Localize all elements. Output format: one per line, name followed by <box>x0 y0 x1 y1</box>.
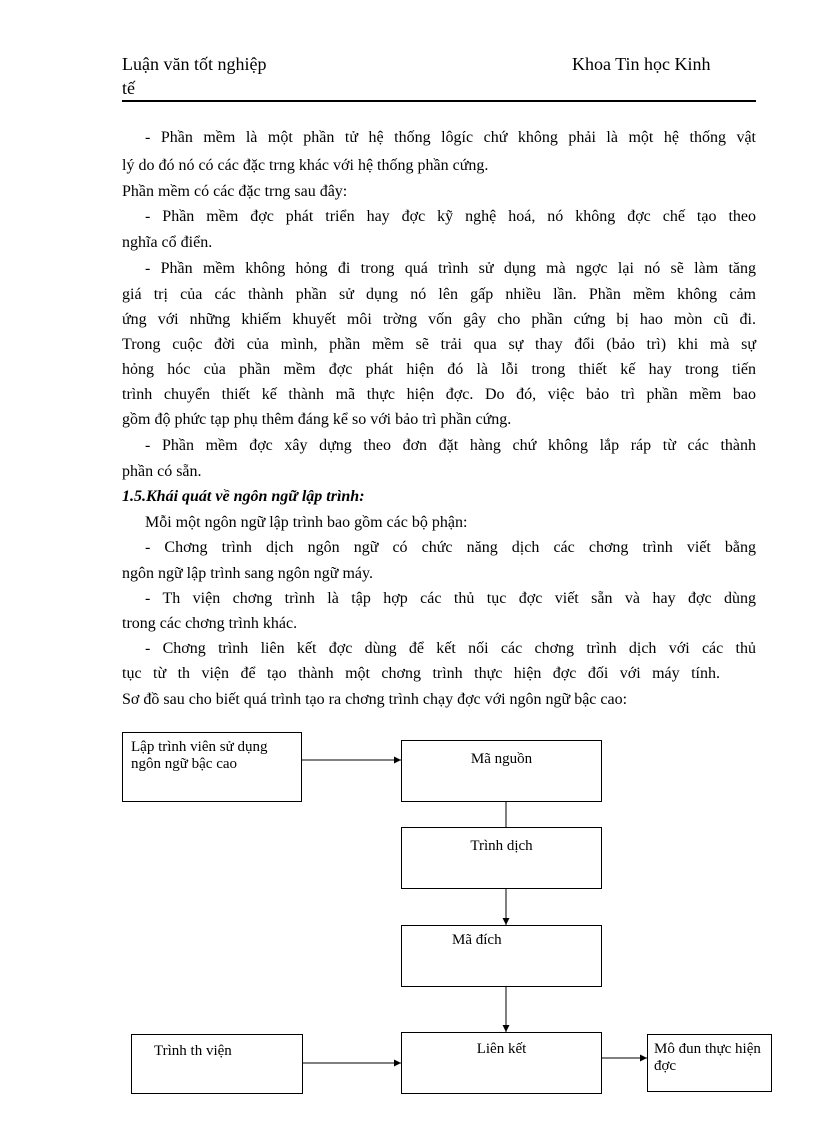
box-source-code-label: Mã nguồn <box>470 751 533 767</box>
para-6: Mỗi một ngôn ngữ lập trình bao gồm các bộ phận: <box>145 514 468 531</box>
para-1-line-2: lý do đó nó có các đặc trng khác với hệ thống phần cứng. <box>122 157 489 174</box>
box-object-code-label: Mã đích <box>452 932 502 948</box>
box-linker <box>401 1032 602 1094</box>
section-heading: 1.5.Khái quát về ngôn ngữ lập trình: <box>122 488 365 505</box>
para-7-line-1: - Chơng trình dịch ngôn ngữ có chức năng dịch các chơng trình viết bằng <box>145 539 756 556</box>
para-3-line-1: - Phần mềm đợc phát triển hay đợc kỹ nghệ hoá, nó không đợc chế tạo theo <box>145 208 756 225</box>
header-left-line2: tế <box>122 78 135 98</box>
box-linker-label: Liên kết <box>476 1041 527 1057</box>
box-object-code <box>401 925 602 987</box>
para-4-line-5: hỏng hóc của phần mềm đợc phát hiện đó là lỗi trong thiết kế hay trong tiến <box>122 361 756 378</box>
para-1-line-1: - Phần mềm là một phần tử hệ thống lôgíc chứ không phải là một hệ thống vật <box>145 129 756 146</box>
para-7-line-2: ngôn ngữ lập trình sang ngôn ngữ máy. <box>122 565 373 582</box>
box-library-label: Trình th viện <box>154 1043 232 1059</box>
box-source-code <box>401 740 602 802</box>
box-compiler <box>401 827 602 889</box>
para-10: Sơ đồ sau cho biết quá trình tạo ra chơng trình chạy đợc với ngôn ngữ bậc cao: <box>122 691 628 708</box>
header-left-line1: Luận văn tốt nghiệp <box>122 54 267 74</box>
box-programmer-label: Lập trình viên sử dụng ngôn ngữ bậc cao <box>131 739 268 772</box>
para-8-line-2: trong các chơng trình khác. <box>122 615 298 632</box>
para-9-line-2: tục từ th viện để tạo thành một chơng trình thực hiện đợc đối với máy tính. <box>122 665 720 682</box>
box-library <box>131 1034 303 1094</box>
box-executable-label: Mô đun thực hiện đợc <box>654 1041 761 1074</box>
para-8-line-1: - Th viện chơng trình là tập hợp các thủ tục đợc viết sẵn và hay đợc dùng <box>145 590 756 607</box>
para-9-line-1: - Chơng trình liên kết đợc dùng để kết nối các chơng trình dịch với các thủ <box>145 640 756 657</box>
box-programmer <box>122 732 302 802</box>
para-4-line-7: gồm độ phức tạp phụ thêm đáng kể so với bảo trì phần cứng. <box>122 411 512 428</box>
para-5-line-1: - Phần mềm đợc xây dựng theo đơn đặt hàng chứ không lắp ráp từ các thành <box>145 437 756 454</box>
para-2: Phần mềm có các đặc trng sau đây: <box>122 183 348 200</box>
para-4-line-3: ứng với những khiếm khuyết môi trờng vốn gây cho phần cứng bị hao mòn cũ đi. <box>122 311 756 328</box>
para-4-line-1: - Phần mềm không hỏng đi trong quá trình sử dụng mà ngợc lại nó sẽ làm tăng <box>145 260 756 277</box>
para-4-line-6: trình chuyển thiết kế thành mã thực hiện đợc. Do đó, việc bảo trì phần mềm bao <box>122 386 756 403</box>
header-right: Khoa Tin học Kinh <box>572 54 711 74</box>
para-4-line-4: Trong cuộc đời của mình, phần mềm sẽ trải qua sự thay đổi (bảo trì) khi mà sự <box>122 336 756 353</box>
para-5-line-2: phần có sẵn. <box>122 463 202 480</box>
box-compiler-label: Trình dịch <box>470 838 533 854</box>
para-3-line-2: nghĩa cổ điển. <box>122 234 213 251</box>
para-4-line-2: giá trị của các thành phần sử dụng nó lên gấp nhiều lần. Phần mềm không cảm <box>122 286 756 303</box>
box-executable <box>647 1034 772 1092</box>
